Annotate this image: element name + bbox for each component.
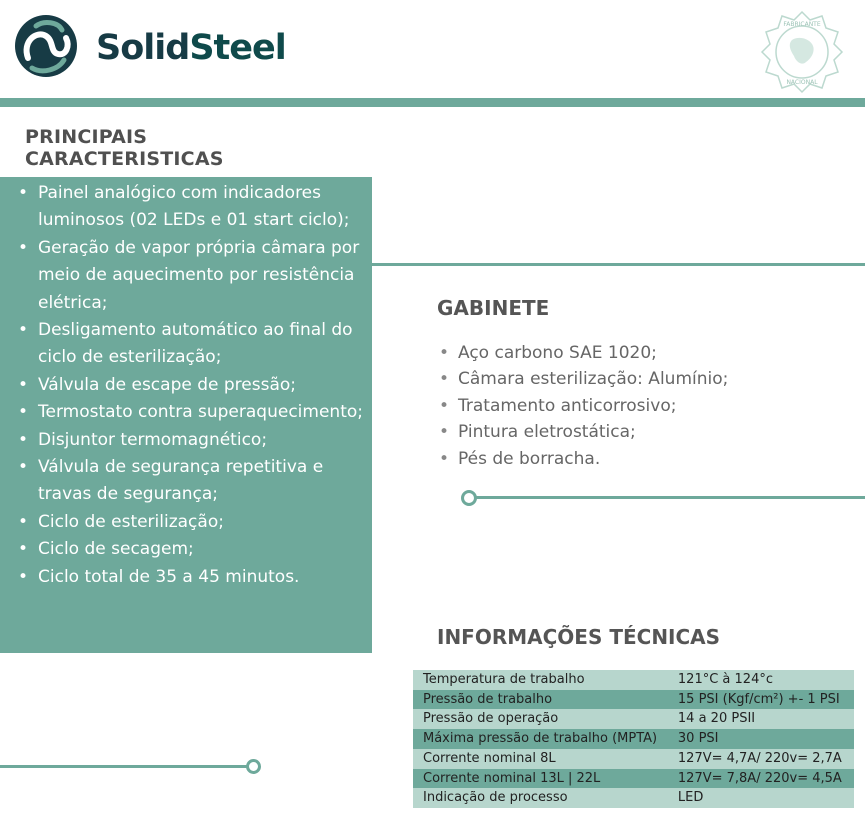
spec-value: LED (675, 788, 854, 808)
spec-row (413, 690, 854, 710)
spec-value: 14 a 20 PSII (675, 709, 854, 729)
info-title: INFORMAÇÕES TÉCNICAS (437, 625, 721, 649)
gabinete-item: • Tratamento anticorrosivo; (458, 393, 728, 419)
features-title-line2: CARACTERISTICAS (25, 148, 224, 170)
features-panel (0, 177, 372, 653)
spec-label: Temperatura de trabalho (413, 670, 675, 690)
solidsteel-logo-icon (14, 12, 78, 80)
spec-row (413, 769, 854, 789)
spec-label: Indicação de processo (413, 788, 675, 808)
gabinete-item: • Pés de borracha. (458, 446, 728, 472)
gabinete-list (438, 340, 728, 472)
features-list (0, 177, 372, 591)
spec-row (413, 729, 854, 749)
spec-row (413, 788, 854, 808)
divider-dot (246, 759, 261, 774)
gabinete-title: GABINETE (437, 296, 550, 320)
brand-steel: Steel (189, 28, 286, 68)
section-divider (474, 496, 865, 499)
features-title (25, 126, 224, 170)
spec-value: 127V= 7,8A/ 220v= 4,5A (675, 769, 854, 789)
spec-label: Corrente nominal 8L (413, 749, 675, 769)
feature-item: • Painel analógico com indicadores luminosos (02 LEDs e 01 start ciclo); (38, 180, 372, 235)
section-divider (0, 765, 248, 768)
spec-value: 127V= 4,7A/ 220v= 2,7A (675, 749, 854, 769)
feature-item: • Termostato contra superaquecimento; (38, 399, 372, 426)
gabinete-item: • Câmara esterilização: Alumínio; (458, 366, 728, 392)
feature-item: • Ciclo total de 35 a 45 minutos. (38, 564, 372, 591)
feature-item: • Válvula de escape de pressão; (38, 372, 372, 399)
svg-text:NACIONAL: NACIONAL (786, 79, 818, 86)
brand-solid: Solid (96, 28, 190, 68)
spec-row (413, 670, 854, 690)
spec-value: 15 PSI (Kgf/cm²) +- 1 PSI (675, 690, 854, 710)
feature-item: • Desligamento automático ao final do ciclo de esterilização; (38, 317, 372, 372)
features-title-line1: PRINCIPAIS (25, 126, 148, 148)
spec-table (413, 670, 854, 808)
svg-text:FABRICANTE: FABRICANTE (783, 21, 821, 28)
spec-value: 121°C à 124°c (675, 670, 854, 690)
feature-item: • Geração de vapor própria câmara por meio de aquecimento por resistência elétrica; (38, 235, 372, 317)
section-divider (372, 263, 865, 266)
spec-label: Pressão de trabalho (413, 690, 675, 710)
spec-row (413, 749, 854, 769)
spec-label: Máxima pressão de trabalho (MPTA) (413, 729, 675, 749)
spec-row (413, 709, 854, 729)
gabinete-item: • Aço carbono SAE 1020; (458, 340, 728, 366)
fabricante-nacional-seal-icon (760, 10, 844, 94)
brand-name (96, 28, 286, 68)
feature-item: • Válvula de segurança repetitiva e travas de segurança; (38, 454, 372, 509)
header-divider (0, 98, 865, 107)
feature-item: • Ciclo de secagem; (38, 536, 372, 563)
gabinete-item: • Pintura eletrostática; (458, 419, 728, 445)
spec-label: Pressão de operação (413, 709, 675, 729)
spec-label: Corrente nominal 13L | 22L (413, 769, 675, 789)
feature-item: • Ciclo de esterilização; (38, 509, 372, 536)
spec-value: 30 PSI (675, 729, 854, 749)
feature-item: • Disjuntor termomagnético; (38, 427, 372, 454)
